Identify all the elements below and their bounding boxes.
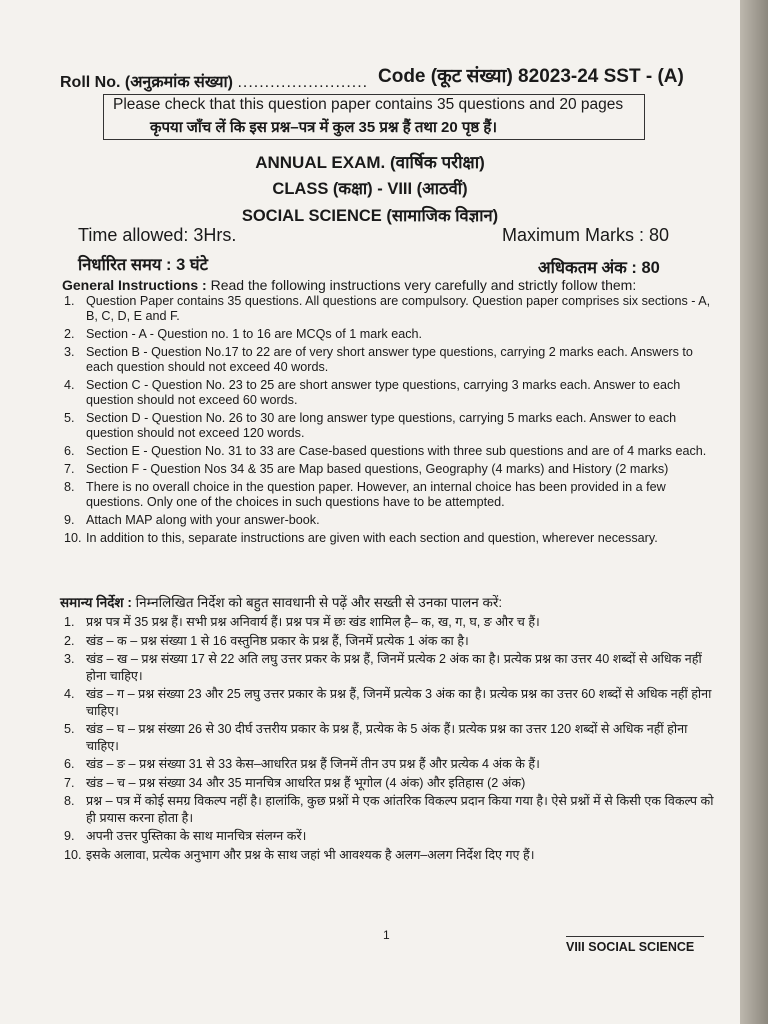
roll-number-label <box>60 70 368 92</box>
instruction-item <box>64 462 714 477</box>
instruction-item <box>64 686 714 719</box>
instruction-item <box>64 411 714 441</box>
hindi-instructions-heading <box>60 593 502 611</box>
class-title: CLASS (कक्षा) - VIII (आठवीं) <box>272 180 468 198</box>
instruction-number: 1. <box>64 615 75 629</box>
footer-rule <box>566 936 704 937</box>
instruction-item <box>64 294 714 324</box>
paper-code: Code (कूट संख्या) 82023-24 SST - (A) <box>378 66 684 87</box>
instruction-text: Attach MAP along with your answer-book. <box>86 513 320 527</box>
instruction-text: खंड – क – प्रश्न संख्या 1 से 16 वस्तुनिष्ठ प्रकार के प्रश्न हैं, जिनमें प्रत्येक 1 अंक का है। <box>86 633 469 648</box>
instruction-text: अपनी उत्तर पुस्तिका के साथ मानचित्र संलग्न करें। <box>86 829 307 843</box>
instruction-text: खंड – च – प्रश्न संख्या 34 और 35 मानचित्र आधरित प्रश्न हैं भूगोल (4 अंक) और इतिहास (2 अंक) <box>86 775 526 790</box>
general-instructions-heading <box>62 277 636 293</box>
roll-label-text: Roll No. (अनुक्रमांक संख्या) <box>60 74 233 91</box>
instruction-text: Section C - Question No. 23 to 25 are short answer type questions, carrying 3 marks each. Answer to each question should not exceed 60 words. <box>86 378 681 407</box>
instruction-number: 10. <box>64 531 82 545</box>
instruction-item <box>64 651 714 684</box>
instruction-number: 8. <box>64 794 75 808</box>
hindi-heading-bold: समान्य निर्देश : <box>60 595 132 610</box>
instruction-text: प्रश्न पत्र में 35 प्रश्न हैं। सभी प्रश्न अनिवार्य हैं। प्रश्न पत्र में छः खंड शामिल है– क, ख, ग, घ, ङ और च हैं। <box>86 615 540 629</box>
instruction-text: Question Paper contains 35 questions. All questions are compulsory. Question paper comprises six sections - A, B, C, D, E and F. <box>86 294 711 323</box>
instruction-item <box>64 531 714 546</box>
instruction-item <box>64 721 714 754</box>
instruction-text: Section F - Question Nos 34 & 35 are Map based questions, Geography (4 marks) and History (2 marks) <box>86 462 669 476</box>
instruction-number: 4. <box>64 378 75 392</box>
instruction-text: Section - A - Question no. 1 to 16 are MCQs of 1 mark each. <box>86 327 422 341</box>
instruction-item <box>64 793 714 826</box>
instruction-text: खंड – घ – प्रश्न संख्या 26 से 30 दीर्घ उत्तरीय प्रकार के प्रश्न हैं, प्रत्येक के 5 अंक हैं। प्रत्येक प्रश्न का उत्तर 120 शब्दों से अधिक नहीं होना चाहिए। <box>86 722 688 753</box>
instruction-number: 6. <box>64 444 75 458</box>
page-edge-shadow <box>740 0 768 1024</box>
instruction-item <box>64 828 714 845</box>
roll-blank: ........................ <box>237 74 369 91</box>
time-allowed: Time allowed: 3Hrs. <box>78 225 237 245</box>
instruction-item <box>64 378 714 408</box>
instruction-item <box>64 633 714 650</box>
maximum-marks: Maximum Marks : 80 <box>502 225 670 245</box>
check-notice-hindi: कृपया जाँच लें कि इस प्रश्न–पत्र में कुल 35 प्रश्न हैं तथा 20 पृष्ठ हैं। <box>150 119 498 136</box>
instruction-number: 9. <box>64 513 75 527</box>
subject-title: SOCIAL SCIENCE (सामाजिक विज्ञान) <box>241 207 499 225</box>
instruction-text: प्रश्न – पत्र में कोई समग्र विकल्प नहीं है। हालांकि, कुछ प्रश्नों मे एक आंतरिक विकल्प प्रदान किया गया है। ऐसे प्रश्नों में से किसी एक विकल्प को ही प्रयास करना होता है। <box>86 794 714 825</box>
instruction-item <box>64 444 714 459</box>
instruction-number: 2. <box>64 633 75 648</box>
instruction-number: 6. <box>64 757 75 771</box>
instruction-item <box>64 480 714 510</box>
footer-label: VIII SOCIAL SCIENCE <box>566 940 695 954</box>
instruction-number: 3. <box>64 345 75 359</box>
instruction-number: 1. <box>64 294 75 308</box>
english-instructions-list <box>64 294 714 549</box>
instruction-text: खंड – ख – प्रश्न संख्या 17 से 22 अति लघु उत्तर प्रकर के प्रश्न हैं, जिनमें प्रत्येक 2 अंक का है। प्रत्येक प्रश्न का उत्तर 40 शब्दों से अधिक नहीं होना चाहिए। <box>86 652 702 683</box>
instruction-item <box>64 756 714 773</box>
instruction-number: 10. <box>64 847 82 862</box>
instruction-number: 4. <box>64 687 75 701</box>
check-notice-english: Please check that this question paper contains 35 questions and 20 pages <box>113 96 624 113</box>
instruction-text: In addition to this, separate instructions are given with each section and question, wherever necessary. <box>86 531 658 545</box>
instruction-number: 5. <box>64 722 75 736</box>
instruction-number: 7. <box>64 775 75 790</box>
instruction-text: Section B - Question No.17 to 22 are of very short answer type questions, carrying 2 marks each. Answers to each question should not exceed 40 words. <box>86 345 693 374</box>
instruction-number: 9. <box>64 829 75 843</box>
hindi-intro: निम्नलिखित निर्देश को बहुत सावधानी से पढ़ें और सख्ती से उनका पालन करें: <box>131 595 503 610</box>
instruction-item <box>64 847 714 864</box>
instruction-number: 3. <box>64 652 75 666</box>
general-intro: Read the following instructions very carefully and strictly follow them: <box>206 277 637 293</box>
instruction-number: 2. <box>64 327 75 341</box>
instruction-item <box>64 775 714 792</box>
instruction-text: There is no overall choice in the question paper. However, an internal choice has been provided in a few questions. Only one of the choices in such questions have to be attempted. <box>86 480 666 509</box>
maximum-marks-hindi: अधिकतम अंक : 80 <box>538 259 660 277</box>
instruction-number: 7. <box>64 462 75 476</box>
instruction-item <box>64 345 714 375</box>
instruction-item <box>64 513 714 528</box>
exam-title: ANNUAL EXAM. (वार्षिक परीक्षा) <box>255 153 485 172</box>
instruction-text: खंड – ङ – प्रश्न संख्या 31 से 33 केस–आधरित प्रश्न हैं जिनमें तीन उप प्रश्न हैं और प्रत्येक 4 अंक के हैं। <box>86 757 540 771</box>
instruction-item <box>64 614 714 631</box>
instruction-text: Section E - Question No. 31 to 33 are Case-based questions with three sub questions and are of 4 marks each. <box>86 444 707 458</box>
general-heading-bold: General Instructions : <box>62 277 207 293</box>
time-allowed-hindi: निर्धारित समय : 3 घंटे <box>78 256 208 274</box>
page-number: 1 <box>383 928 390 942</box>
instruction-number: 5. <box>64 411 75 425</box>
instruction-text: Section D - Question No. 26 to 30 are long answer type questions, carrying 5 marks each. Answer to each question should not exceed 120 words. <box>86 411 677 440</box>
hindi-instructions-list <box>64 614 714 865</box>
instruction-text: खंड – ग – प्रश्न संख्या 23 और 25 लघु उत्तर प्रकार के प्रश्न हैं, जिनमें प्रत्येक 3 अंक का है। प्रत्येक प्रश्न का उत्तर 60 शब्दों से अधिक नहीं होना चाहिए। <box>86 687 712 718</box>
instruction-text: इसके अलावा, प्रत्येक अनुभाग और प्रश्न के साथ जहां भी आवश्यक है अलग–अलग निर्देश दिए गए हैं। <box>86 847 535 862</box>
instruction-number: 8. <box>64 480 75 494</box>
instruction-item <box>64 327 714 342</box>
